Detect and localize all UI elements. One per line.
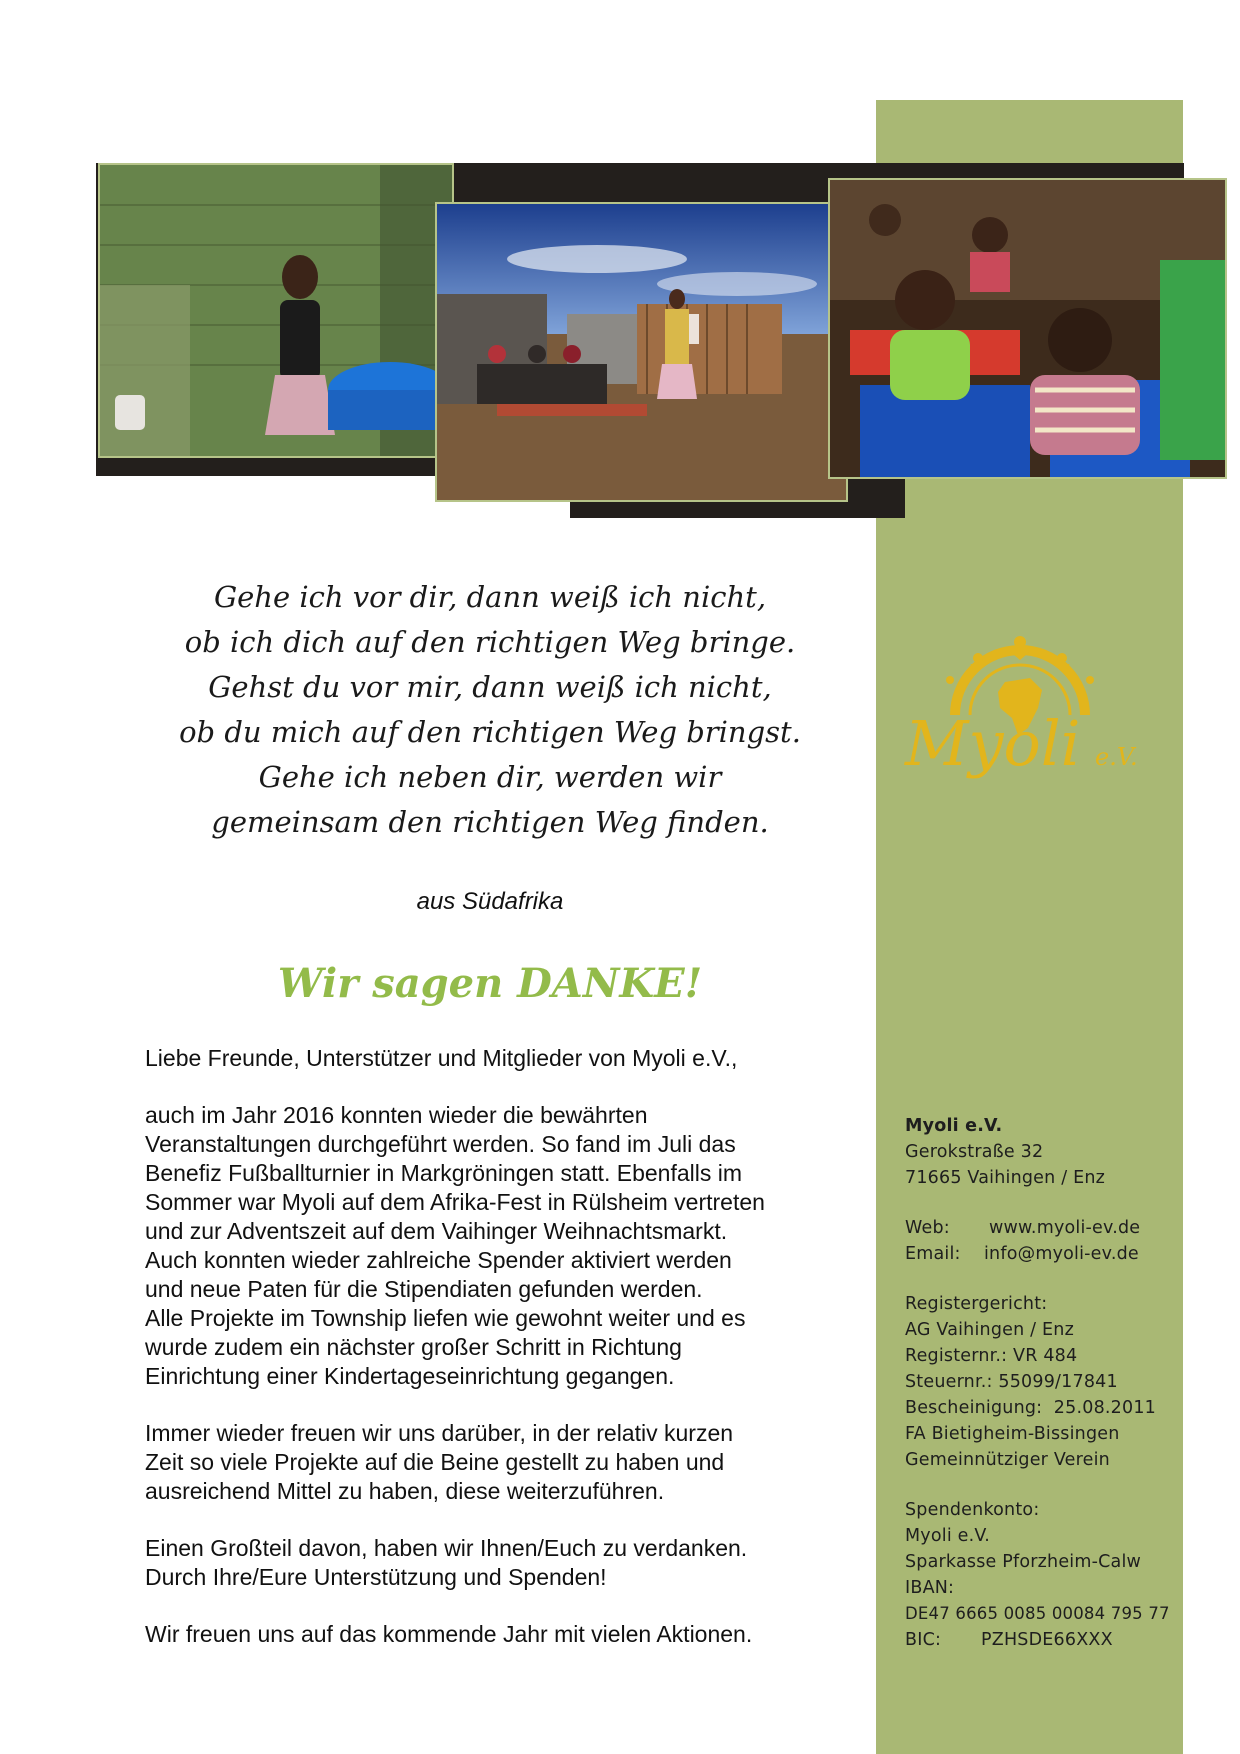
- bank-name: Sparkasse Pforzheim-Calw: [905, 1552, 1142, 1572]
- address-block: [905, 1113, 1175, 1191]
- quote-line: gemeinsam den richtigen Weg finden.: [211, 805, 769, 839]
- photo-woman-with-basin: [98, 163, 454, 458]
- quote-line: Gehst du vor mir, dann weiß ich nicht,: [208, 670, 772, 704]
- web-link[interactable]: www.myoli-ev.de: [989, 1218, 1141, 1238]
- letter-line: Einen Großteil davon, haben wir Ihnen/Euch zu verdanken.: [145, 1535, 748, 1561]
- logo-wordmark: Myoli: [905, 707, 1081, 780]
- org-name: Myoli e.V.: [905, 1116, 1003, 1136]
- letter-paragraph-1: [145, 1101, 865, 1391]
- iban-label: IBAN:: [905, 1578, 955, 1598]
- letter-line: Zeit so viele Projekte auf die Beine gestellt zu haben und: [145, 1449, 725, 1475]
- contact-info: [905, 1113, 1175, 1677]
- quote-source: aus Südafrika: [416, 888, 564, 915]
- register-court: AG Vaihingen / Enz: [905, 1320, 1074, 1340]
- bic-value: PZHSDE66XXX: [981, 1630, 1113, 1650]
- account-title: Spendenkonto:: [905, 1500, 1040, 1520]
- account-holder: Myoli e.V.: [905, 1526, 991, 1546]
- quote-line: Gehe ich vor dir, dann weiß ich nicht,: [213, 580, 767, 614]
- letter-closing: Wir freuen uns auf das kommende Jahr mit vielen Aktionen.: [145, 1621, 753, 1647]
- headline-thank-you: Wir sagen DANKE!: [277, 960, 703, 1007]
- myoli-logo: [900, 620, 1160, 790]
- bic-label: BIC:: [905, 1630, 942, 1650]
- email-link[interactable]: info@myoli-ev.de: [984, 1244, 1139, 1264]
- quote-line: ob du mich auf den richtigen Weg bringst.: [179, 715, 801, 749]
- letter-line: wurde zudem ein nächster großer Schritt in Richtung: [145, 1334, 682, 1360]
- letter-body: [145, 1044, 865, 1677]
- street: Gerokstraße 32: [905, 1142, 1044, 1162]
- letter-line: Durch Ihre/Eure Unterstützung und Spenden!: [145, 1564, 607, 1590]
- iban-value: DE47 6665 0085 00084 795 77: [905, 1604, 1170, 1623]
- letter-line: Veranstaltungen durchgeführt werden. So fand im Juli das: [145, 1131, 736, 1157]
- web-email-block: [905, 1215, 1175, 1267]
- letter-line: Sommer war Myoli auf dem Afrika-Fest in Rülsheim vertreten: [145, 1189, 765, 1215]
- letter-line: und zur Adventszeit auf dem Vaihinger Weihnachtsmarkt.: [145, 1218, 728, 1244]
- letter-line: Auch konnten wieder zahlreiche Spender aktiviert werden: [145, 1247, 732, 1273]
- letter-paragraph-2: [145, 1419, 865, 1506]
- quote-line: ob ich dich auf den richtigen Weg bringe.: [184, 625, 796, 659]
- quote-line: Gehe ich neben dir, werden wir: [258, 760, 722, 794]
- tax-office: FA Bietigheim-Bissingen: [905, 1424, 1120, 1444]
- letter-greeting: Liebe Freunde, Unterstützer und Mitglieder von Myoli e.V.,: [145, 1045, 738, 1071]
- city: 71665 Vaihingen / Enz: [905, 1168, 1105, 1188]
- certificate: Bescheinigung: 25.08.2011: [905, 1398, 1157, 1418]
- letter-line: Benefiz Fußballturnier in Markgröningen statt. Ebenfalls im: [145, 1160, 743, 1186]
- letter-line: auch im Jahr 2016 konnten wieder die bewährten: [145, 1102, 648, 1128]
- photo-township-scene: [435, 202, 848, 502]
- letter-line: Immer wieder freuen wir uns darüber, in der relativ kurzen: [145, 1420, 734, 1446]
- letter-paragraph-3: [145, 1534, 865, 1592]
- letter-line: Einrichtung einer Kindertageseinrichtung gegangen.: [145, 1363, 675, 1389]
- letter-line: und neue Paten für die Stipendiaten gefunden werden.: [145, 1276, 703, 1302]
- register-block: [905, 1291, 1175, 1473]
- nonprofit-status: Gemeinnütziger Verein: [905, 1450, 1110, 1470]
- web-label: Web:: [905, 1218, 950, 1238]
- bank-block: [905, 1497, 1175, 1653]
- logo-suffix: e.V.: [1095, 743, 1138, 771]
- letter-line: ausreichend Mittel zu haben, diese weiterzuführen.: [145, 1478, 665, 1504]
- email-label: Email:: [905, 1244, 961, 1264]
- photo-children-classroom: [828, 178, 1227, 479]
- register-title: Registergericht:: [905, 1294, 1048, 1314]
- quote-block: [120, 575, 860, 845]
- register-number: Registernr.: VR 484: [905, 1346, 1078, 1366]
- letter-line: Alle Projekte im Township liefen wie gewohnt weiter und es: [145, 1305, 746, 1331]
- tax-number: Steuernr.: 55099/17841: [905, 1372, 1118, 1392]
